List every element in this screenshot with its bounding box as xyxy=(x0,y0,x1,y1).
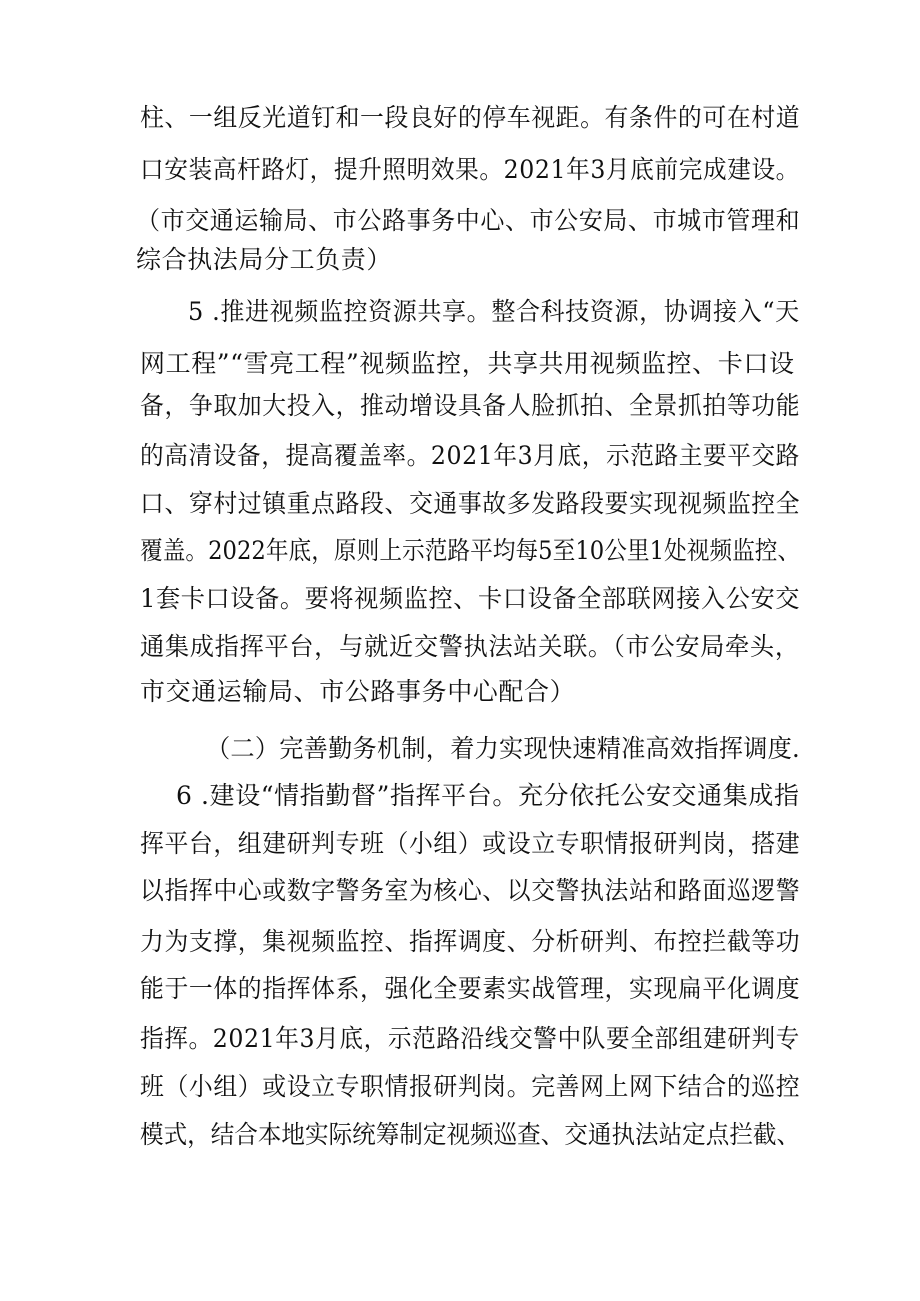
text-line: 口、穿村过镇重点路段、交通事故多发路段要实现视频监控全 xyxy=(140,489,801,518)
text-line: 力为支撑，集视频监控、指挥调度、分析研判、布控拦截等功 xyxy=(140,927,801,956)
text-line: 覆盖。2022年底，原则上示范路平均每5至10公里1处视频监控、 xyxy=(140,536,801,565)
text-line: 指挥。2021年3月底，示范路沿线交警中队要全部组建研判专 xyxy=(140,1024,800,1053)
text-line: 口安装高杆路灯，提升照明效果。2021年3月底前完成建设。 xyxy=(140,155,800,184)
text-line: 以指挥中心或数字警务室为核心、以交警执法站和路面巡逻警 xyxy=(140,876,801,905)
section-heading: （二）完善勤务机制，着力实现快速精准高效指挥调度. xyxy=(206,734,800,763)
text-line: 挥平台，组建研判专班（小组）或设立专职情报研判岗，搭建 xyxy=(140,829,801,858)
text-line: 模式，结合本地实际统筹制定视频巡查、交通执法站定点拦截、 xyxy=(140,1120,801,1149)
text-line: 市交通运输局、市公路事务中心配合） xyxy=(140,677,576,706)
text-line: （市交通运输局、市公路事务中心、市公安局、市城市管理和 xyxy=(136,206,801,235)
paragraph-start-line: 5 .推进视频监控资源共享。整合科技资源，协调接入“天 xyxy=(188,297,800,326)
paragraph-start-line: 6 .建设“情指勤督”指挥平台。充分依托公安交通集成指 xyxy=(176,781,800,810)
text-line: 能于一体的指挥体系，强化全要素实战管理，实现扁平化调度 xyxy=(140,974,801,1003)
text-line: 柱、一组反光道钉和一段良好的停车视距。有条件的可在村道 xyxy=(140,103,801,132)
text-line: 备，争取加大投入，推动增设具备人脸抓拍、全景抓拍等功能 xyxy=(140,391,801,420)
text-line: 1套卡口设备。要将视频监控、卡口设备全部联网接入公安交 xyxy=(140,584,801,613)
text-line: 通集成指挥平台，与就近交警执法站关联。（市公安局牵头， xyxy=(140,632,800,661)
text-line: 综合执法局分工负责） xyxy=(136,245,393,274)
text-line: 的高清设备，提高覆盖率。2021年3月底，示范路主要平交路 xyxy=(140,441,800,470)
text-line: 网工程”“雪亮工程”视频监控，共享共用视频监控、卡口设 xyxy=(140,349,795,378)
text-line: 班（小组）或设立专职情报研判岗。完善网上网下结合的巡控 xyxy=(140,1072,801,1101)
